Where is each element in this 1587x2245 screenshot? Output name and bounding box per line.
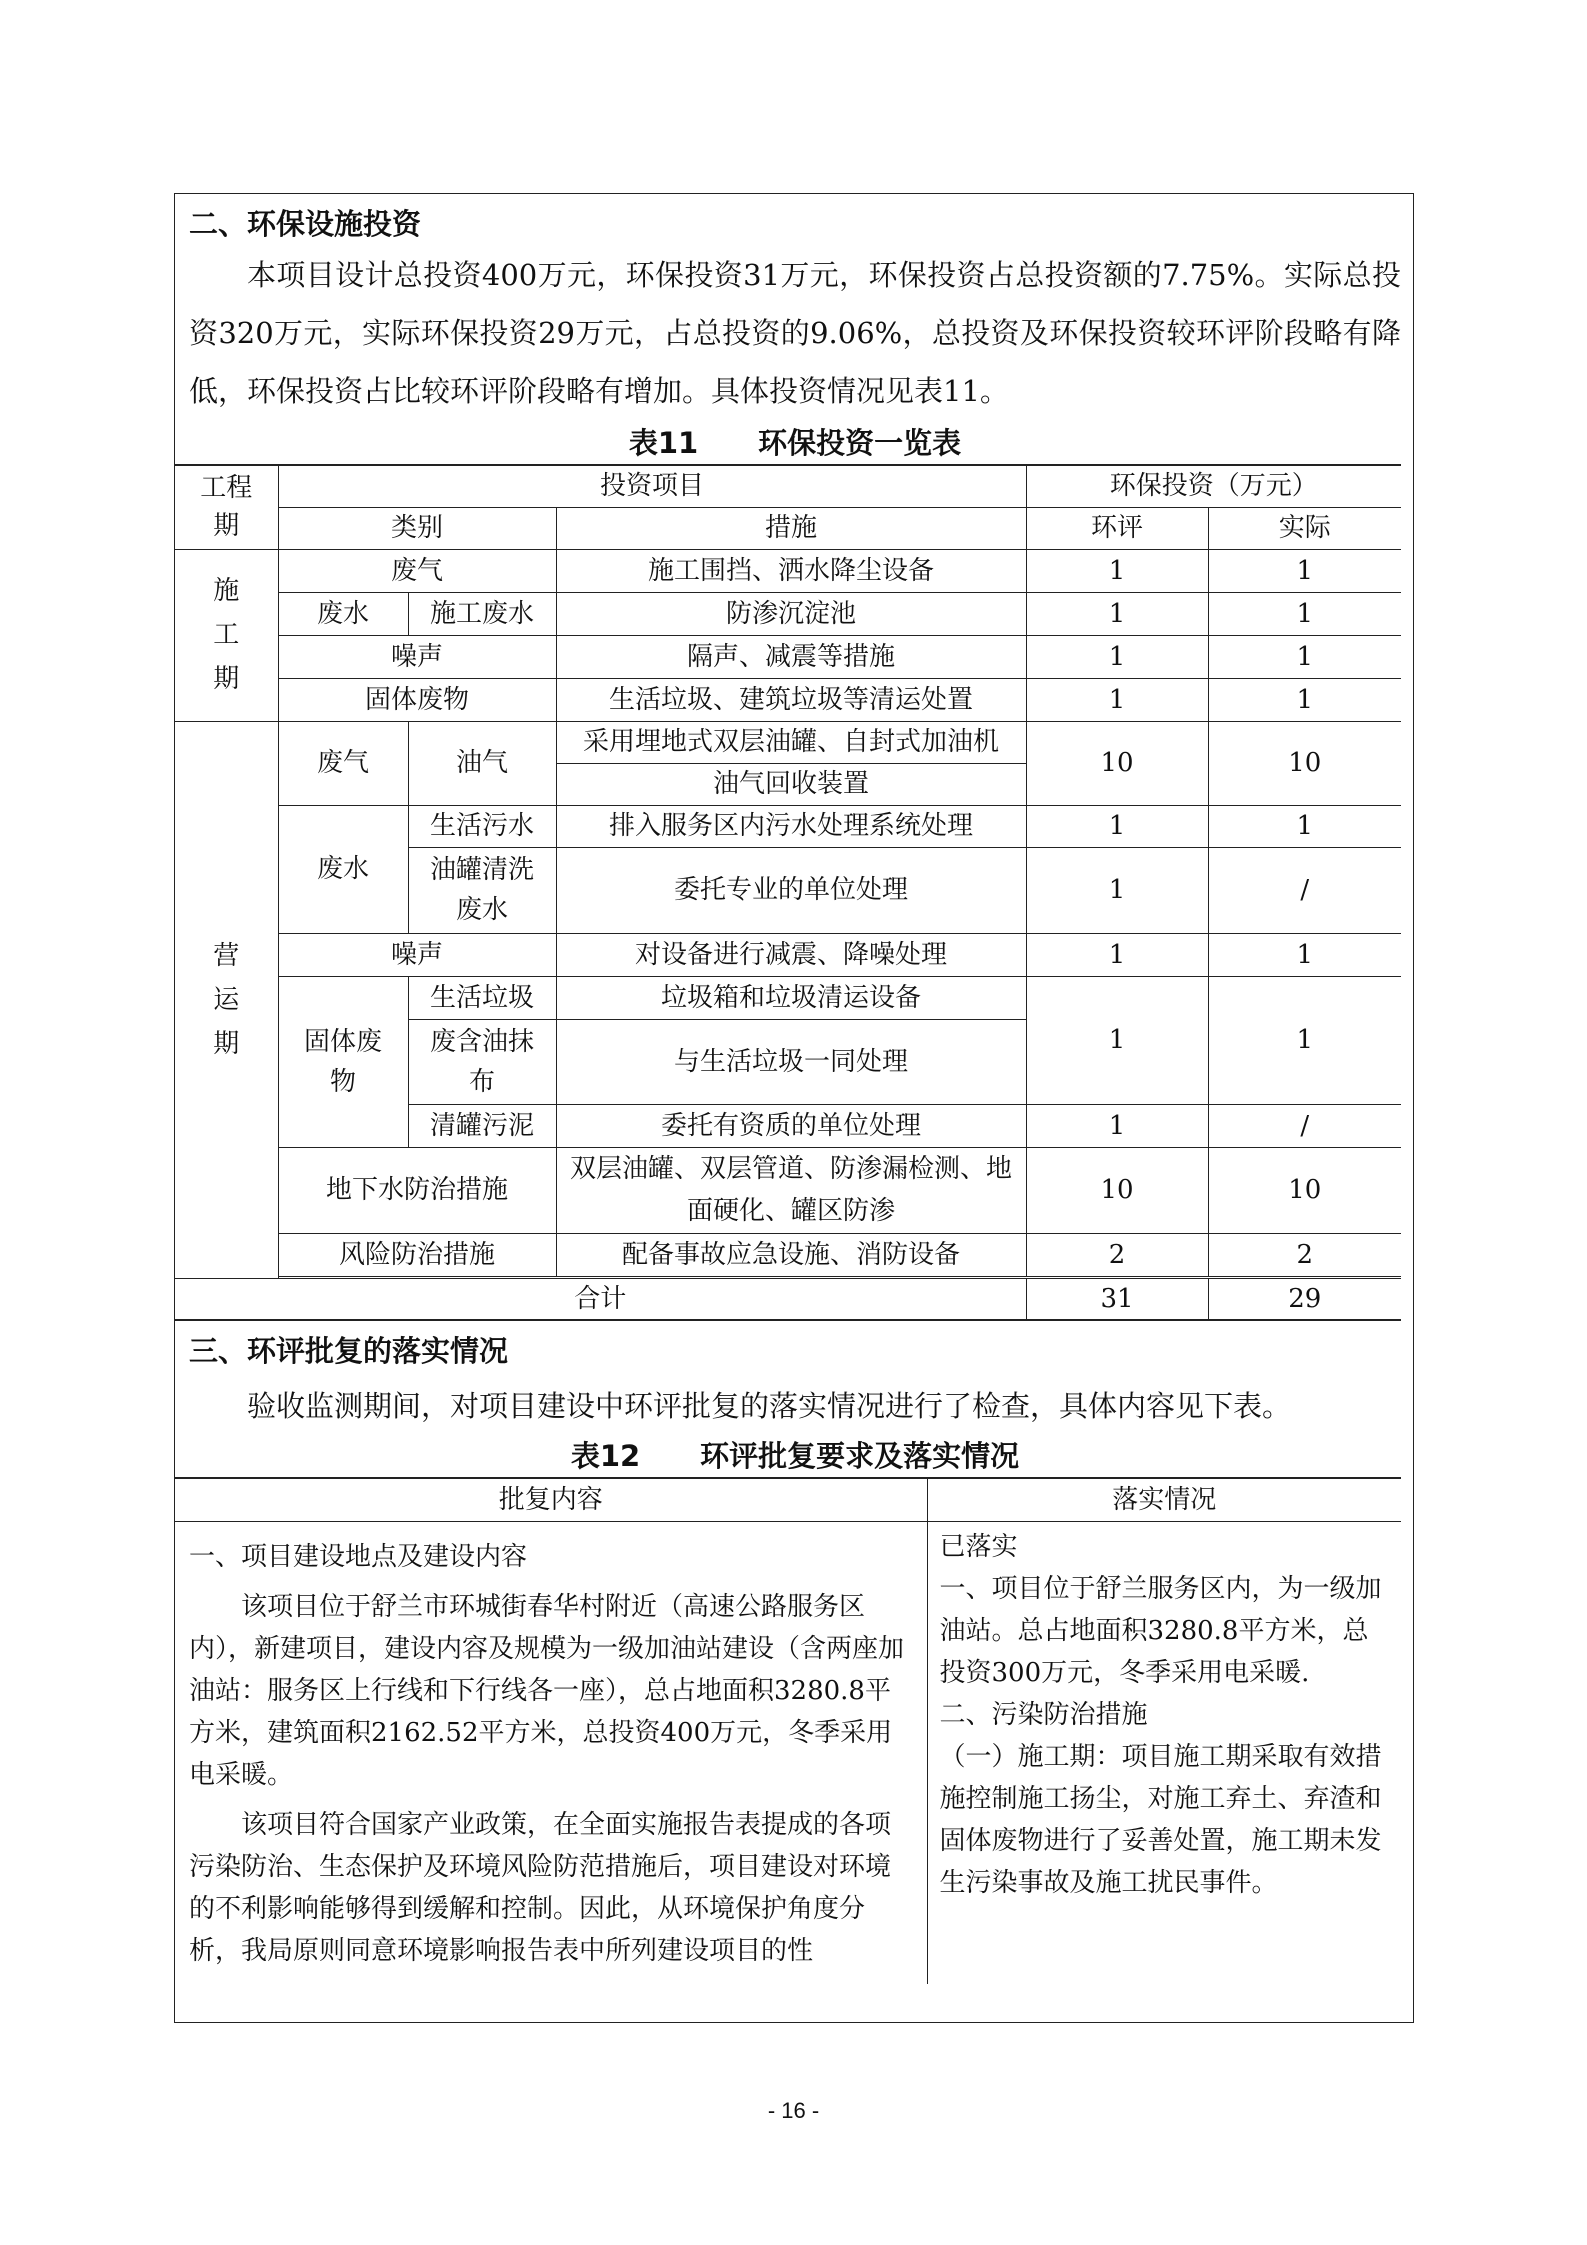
page-content [189, 194, 1401, 1984]
eia-cell: 10 [1026, 1147, 1208, 1233]
subcategory-cell: 清罐污泥 [408, 1104, 556, 1147]
category-cell: 固体废物 [278, 678, 556, 721]
eia-cell: 1 [1026, 805, 1208, 847]
category-cell: 噪声 [278, 933, 556, 976]
header-measure: 措施 [556, 507, 1026, 549]
table11-caption [189, 422, 1401, 464]
subcategory-cell: 生活垃圾 [408, 976, 556, 1019]
subcategory-cell: 油罐清洗废水 [408, 847, 556, 933]
table-row [175, 933, 1401, 976]
category-cell: 风险防治措施 [278, 1233, 556, 1276]
subcategory-cell: 施工废水 [408, 592, 556, 635]
measure-cell: 对设备进行减震、降噪处理 [556, 933, 1026, 976]
actual-cell: 10 [1208, 1147, 1401, 1233]
table12-caption-number: 表12 [570, 1439, 641, 1473]
eia-cell: 1 [1026, 549, 1208, 592]
table-row [175, 549, 1401, 592]
measure-cell: 油气回收装置 [556, 763, 1026, 805]
actual-cell: / [1208, 847, 1401, 933]
table-row [175, 721, 1401, 763]
total-row [175, 1278, 1401, 1320]
actual-cell: 1 [1208, 635, 1401, 678]
measure-cell: 垃圾箱和垃圾清运设备 [556, 976, 1026, 1019]
table-row [175, 805, 1401, 847]
measure-cell: 排入服务区内污水处理系统处理 [556, 805, 1026, 847]
implementation-line-1: 已落实 [939, 1532, 1018, 1562]
actual-cell: 1 [1208, 678, 1401, 721]
table-row [175, 976, 1401, 1019]
table11-caption-title: 环保投资一览表 [758, 426, 962, 460]
eia-cell: 1 [1026, 933, 1208, 976]
eia-cell: 1 [1026, 976, 1208, 1104]
measure-cell: 隔声、减震等措施 [556, 635, 1026, 678]
header-category: 类别 [278, 507, 556, 549]
approval-title: 一、项目建设地点及建设内容 [189, 1542, 528, 1572]
subcategory-cell: 油气 [408, 721, 556, 805]
measure-cell: 生活垃圾、建筑垃圾等清运处置 [556, 678, 1026, 721]
actual-cell: 1 [1208, 592, 1401, 635]
section2-paragraph: 本项目设计总投资400万元，环保投资31万元，环保投资占总投资额的7.75%。实际总投资320万元，实际环保投资29万元，占总投资的9.06%，总投资及环保投资较环评阶段略有降低，环保投资占比较环评阶段略有增加。具体投资情况见表11。 [189, 258, 1401, 408]
approval-content [175, 1522, 927, 1984]
eia-cell: 1 [1026, 635, 1208, 678]
total-label: 合计 [175, 1278, 1026, 1320]
subcategory-cell: 废含油抹布 [408, 1019, 556, 1104]
eia-cell: 1 [1026, 847, 1208, 933]
implementation-line-4: （一）施工期：项目施工期采取有效措施控制施工扬尘，对施工弃土、弃渣和固体废物进行了妥善处置，施工期未发生污染事故及施工扰民事件。 [939, 1742, 1382, 1898]
header-item: 投资项目 [278, 465, 1026, 507]
eia-cell: 1 [1026, 1104, 1208, 1147]
category-cell: 噪声 [278, 635, 556, 678]
implementation-content [927, 1522, 1401, 1984]
eia-cell: 1 [1026, 678, 1208, 721]
header-investment: 环保投资（万元） [1026, 465, 1401, 507]
measure-cell: 采用埋地式双层油罐、自封式加油机 [556, 721, 1026, 763]
table12-caption-title: 环评批复要求及落实情况 [700, 1439, 1020, 1473]
actual-cell: 10 [1208, 721, 1401, 805]
category-cell: 地下水防治措施 [278, 1147, 556, 1233]
header-phase: 工程期 [175, 465, 278, 549]
actual-cell: 1 [1208, 549, 1401, 592]
eia-cell: 2 [1026, 1233, 1208, 1276]
category-cell: 废气 [278, 721, 408, 805]
measure-cell: 与生活垃圾一同处理 [556, 1019, 1026, 1104]
header-eia: 环评 [1026, 507, 1208, 549]
approval-paragraph-1: 该项目位于舒兰市环城街春华村附近（高速公路服务区内），新建项目，建设内容及规模为一级加油站建设（含两座加油站：服务区上行线和下行线各一座），总占地面积3280.8平方米，建筑面积2162.52平方米，总投资400万元，冬季采用电采暖。 [189, 1592, 905, 1790]
measure-cell: 委托有资质的单位处理 [556, 1104, 1026, 1147]
actual-cell: 1 [1208, 805, 1401, 847]
phase-construction: 施工期 [175, 549, 278, 721]
table-row [175, 1147, 1401, 1233]
section2-heading: 二、环保设施投资 [189, 207, 422, 241]
category-cell: 废水 [278, 592, 408, 635]
eia-cell: 1 [1026, 592, 1208, 635]
table-row [175, 592, 1401, 635]
actual-cell: / [1208, 1104, 1401, 1147]
measure-cell: 施工围挡、洒水降尘设备 [556, 549, 1026, 592]
implementation-line-3: 二、污染防治措施 [939, 1700, 1148, 1730]
actual-cell: 1 [1208, 933, 1401, 976]
header-implementation: 落实情况 [927, 1478, 1401, 1522]
section3-paragraph: 验收监测期间，对项目建设中环评批复的落实情况进行了检查，具体内容见下表。 [247, 1389, 1292, 1423]
table-row [175, 678, 1401, 721]
total-eia: 31 [1026, 1278, 1208, 1320]
header-approval: 批复内容 [175, 1478, 927, 1522]
measure-cell: 委托专业的单位处理 [556, 847, 1026, 933]
total-actual: 29 [1208, 1278, 1401, 1320]
page-frame [174, 193, 1414, 2023]
table-row [175, 635, 1401, 678]
actual-cell: 2 [1208, 1233, 1401, 1276]
category-cell: 废水 [278, 805, 408, 933]
page-number: - 16 - [767, 2098, 820, 2123]
actual-cell: 1 [1208, 976, 1401, 1104]
subcategory-cell: 生活污水 [408, 805, 556, 847]
header-actual: 实际 [1208, 507, 1401, 549]
implementation-line-2: 一、项目位于舒兰服务区内，为一级加油站。总占地面积3280.8平方米，总投资300万元，冬季采用电采暖. [939, 1574, 1382, 1688]
category-cell: 废气 [278, 549, 556, 592]
approval-table [175, 1477, 1401, 1984]
investment-table [175, 464, 1401, 1321]
category-cell: 固体废物 [278, 976, 408, 1147]
approval-paragraph-2: 该项目符合国家产业政策，在全面实施报告表提成的各项污染防治、生态保护及环境风险防范措施后，项目建设对环境的不利影响能够得到缓解和控制。因此，从环境保护角度分析，我局原则同意环境影响报告表中所列建设项目的性 [189, 1810, 892, 1966]
measure-cell: 双层油罐、双层管道、防渗漏检测、地面硬化、罐区防渗 [556, 1147, 1026, 1233]
section3-heading: 三、环评批复的落实情况 [189, 1334, 509, 1368]
measure-cell: 配备事故应急设施、消防设备 [556, 1233, 1026, 1276]
eia-cell: 10 [1026, 721, 1208, 805]
measure-cell: 防渗沉淀池 [556, 592, 1026, 635]
phase-operation: 营运期 [175, 721, 278, 1278]
table11-caption-number: 表11 [628, 426, 699, 460]
table12-caption [189, 1435, 1401, 1477]
table-row [175, 1233, 1401, 1276]
